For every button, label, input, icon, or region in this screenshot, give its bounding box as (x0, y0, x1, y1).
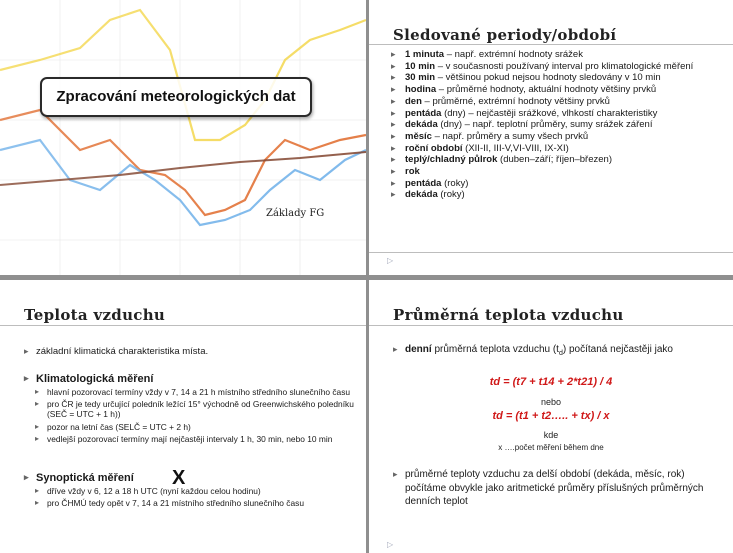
list-item: ▸ dříve vždy v 6, 12 a 18 h UTC (nyní každou celou hodinu) (24, 486, 354, 496)
list-item: ▸ roční období (XII-II, III-V,VI-VIII, IX-XI) (391, 143, 721, 155)
formula-mean: td = (t1 + t2….. + tx) / x (492, 410, 610, 422)
presentation-subtitle: Základy FG (266, 208, 325, 219)
slide-title: Sledované periody/období (393, 26, 617, 44)
nebo-label: nebo (540, 397, 562, 407)
slide-average-temperature[interactable] (369, 280, 733, 553)
title-divider (369, 44, 733, 45)
slide-body (24, 346, 354, 508)
list-item: ▸ 1 minuta – např. extrémní hodnoty srážek (391, 49, 721, 61)
list-item: ▸ vedlejší pozorovací termíny mají nejčastěji intervaly 1 h, 30 min, nebo 10 min (24, 434, 354, 444)
list-item: ▸ pozor na letní čas (SELČ = UTC + 2 h) (24, 422, 354, 432)
list-item: ▸ pro ČR je tedy určující poledník ležící 15° východně od Greenwichského poledníku (SEČ = UTC + 1 h)) (24, 399, 354, 419)
footer-arrow-icon: ▷ (387, 256, 394, 265)
list-item: ▸ hlavní pozorovací termíny vždy v 7, 14 a 21 h místního středního slunečního času (24, 387, 354, 397)
periods-list (391, 49, 721, 201)
title-divider (0, 325, 366, 326)
list-item: ▸ hodina – průměrné hodnoty, aktuální hodnoty většiny prvků (391, 84, 721, 96)
slide-title: Průměrná teplota vzduchu (393, 306, 624, 324)
list-item: ▸ teplý/chladný půlrok (duben–září; říjen–březen) (391, 154, 721, 166)
footer-arrow-icon: ▷ (387, 540, 394, 549)
kde-label: kde (543, 430, 559, 440)
cross-mark: X (172, 467, 186, 489)
formula-three-terms: td = (t7 + t14 + 2*t21) / 4 (489, 376, 613, 388)
presentation-title: Zpracování meteorologických dat (40, 77, 312, 117)
list-item: ▸ pentáda (roky) (391, 178, 721, 190)
list-item: ▸ 30 min – většinou pokud nejsou hodnoty sledovány v 10 min (391, 72, 721, 84)
slide-air-temperature[interactable] (0, 280, 366, 553)
list-item: ▸ 10 min – v současnosti používaný interval pro klimatologické měření (391, 61, 721, 73)
list-item: ▸ pentáda (dny) – nejčastěji srážkové, vlhkostí charakteristiky (391, 108, 721, 120)
title-divider (369, 325, 733, 326)
list-item: ▸ dekáda (dny) – např. teplotní průměry, sumy srážek záření (391, 119, 721, 131)
background-chart-graphic (0, 0, 366, 275)
list-item: ▸ rok (391, 166, 721, 178)
formula-legend: x ….počet měření během dne (498, 443, 604, 452)
slide-title: Teplota vzduchu (24, 306, 166, 324)
slide-periods[interactable] (369, 0, 733, 275)
slide-title[interactable] (0, 0, 366, 275)
list-item: ▸ den – průměrné, extrémní hodnoty většiny prvků (391, 96, 721, 108)
footer-divider (369, 252, 733, 253)
daily-mean-bullet: ▸ denní průměrná teplota vzduchu $(t_d)$ počítaná nejčastěji jako (393, 344, 723, 357)
intro-bullet: ▸ základní klimatická charakteristika místa. (24, 346, 354, 357)
list-item: ▸ pro ČHMÚ tedy opět v 7, 14 a 21 místního středního slunečního času (24, 498, 354, 508)
list-item: ▸ měsíc – např. průměry a sumy všech prvků (391, 131, 721, 143)
list-item: ▸ dekáda (roky) (391, 189, 721, 201)
klima-heading: ▸ Klimatologická měření (24, 373, 354, 385)
syn-heading: ▸ Synoptická měření (24, 472, 354, 484)
long-period-bullet: ▸ průměrné teploty vzduchu za delší období (dekáda, měsíc, rok) počítáme obvykle jako aritmetické průměry příslušných průměrných denních teplot (393, 468, 723, 509)
